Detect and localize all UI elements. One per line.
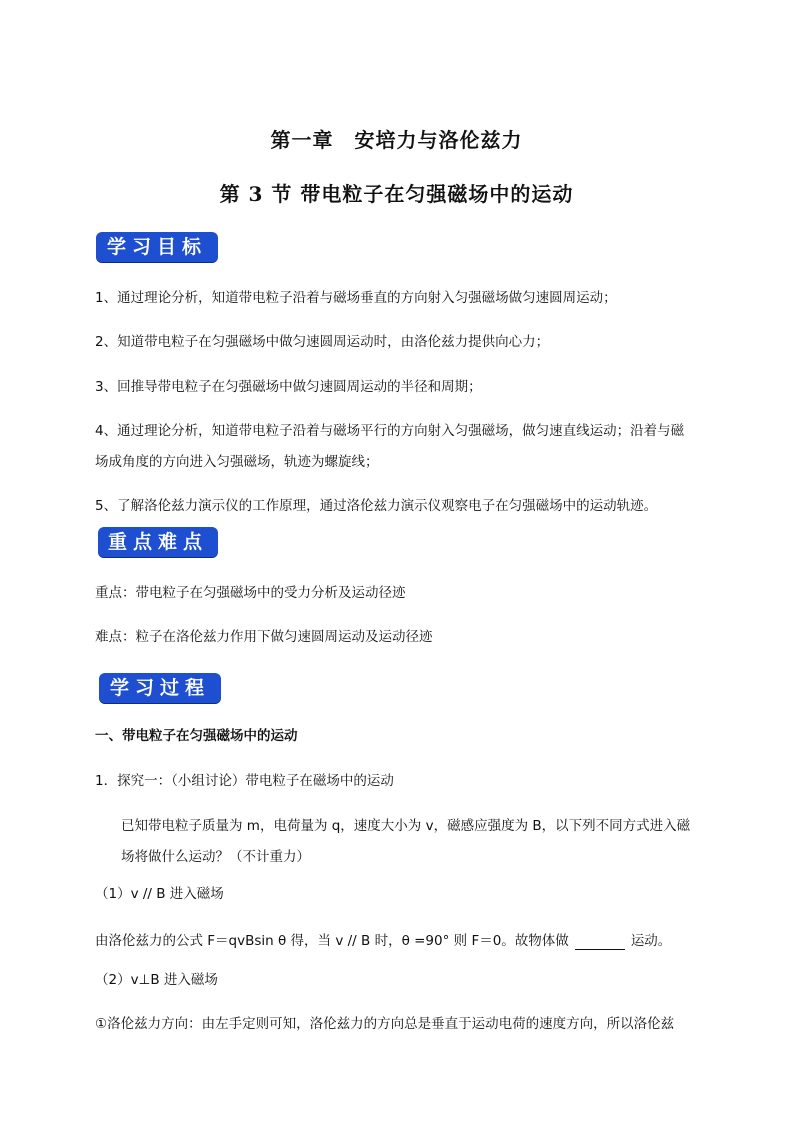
process-item-1: 1．探究一：（小组讨论）带电粒子在磁场中的运动 — [95, 773, 394, 789]
intro-line-2: 场将做什么运动？（不计重力） — [121, 849, 310, 865]
objective-3: 3、回推导带电粒子在匀强磁场中做匀速圆周运动的半径和周期； — [95, 379, 482, 395]
case-2-text: ①洛伦兹力方向：由左手定则可知，洛伦兹力的方向总是垂直于运动电荷的速度方向，所以洛伦兹 — [95, 1016, 675, 1032]
chapter-title: 第一章 安培力与洛伦兹力 — [270, 128, 523, 152]
focus-point: 重点：带电粒子在匀强磁场中的受力分析及运动径迹 — [95, 585, 406, 601]
objective-5: 5、了解洛伦兹力演示仪的工作原理，通过洛伦兹力演示仪观察电子在匀强磁场中的运动轨迹。 — [95, 498, 658, 514]
badge-key-points: 重点难点 — [98, 527, 218, 557]
difficulty-point: 难点：粒子在洛伦兹力作用下做匀速圆周运动及运动径迹 — [95, 629, 433, 645]
objective-1: 1、通过理论分析，知道带电粒子沿着与磁场垂直的方向射入匀强磁场做匀速圆周运动； — [95, 290, 617, 306]
process-heading: 一、带电粒子在匀强磁场中的运动 — [95, 728, 298, 744]
objective-4-line1: 4、通过理论分析，知道带电粒子沿着与磁场平行的方向射入匀强磁场，做匀速直线运动；沿着与磁 — [95, 423, 685, 439]
badge-learning-objectives: 学习目标 — [96, 232, 218, 262]
section-title: 第 3 节 带电粒子在匀强磁场中的运动 — [219, 182, 574, 206]
intro-line-1: 已知带电粒子质量为 m，电荷量为 q，速度大小为 v，磁感应强度为 B，以下列不同方式进入磁 — [121, 818, 691, 834]
answer-blank[interactable] — [575, 935, 625, 950]
objective-4-line2: 场成角度的方向进入匀强磁场，轨迹为螺旋线； — [95, 454, 379, 470]
case-1-text-after: 运动。 — [630, 933, 672, 949]
case-1-text — [95, 932, 671, 950]
case-1-label: （1）v // B 进入磁场 — [95, 886, 224, 902]
case-1-text-before: 由洛伦兹力的公式 F＝qvBsin θ 得，当 v // B 时，θ =90° 则 F＝0。故物体做 — [95, 933, 569, 949]
badge-learning-process: 学习过程 — [99, 673, 221, 703]
objective-2: 2、知道带电粒子在匀强磁场中做匀速圆周运动时，由洛伦兹力提供向心力； — [95, 334, 550, 350]
case-2-label: （2）v⊥B 进入磁场 — [95, 972, 218, 988]
